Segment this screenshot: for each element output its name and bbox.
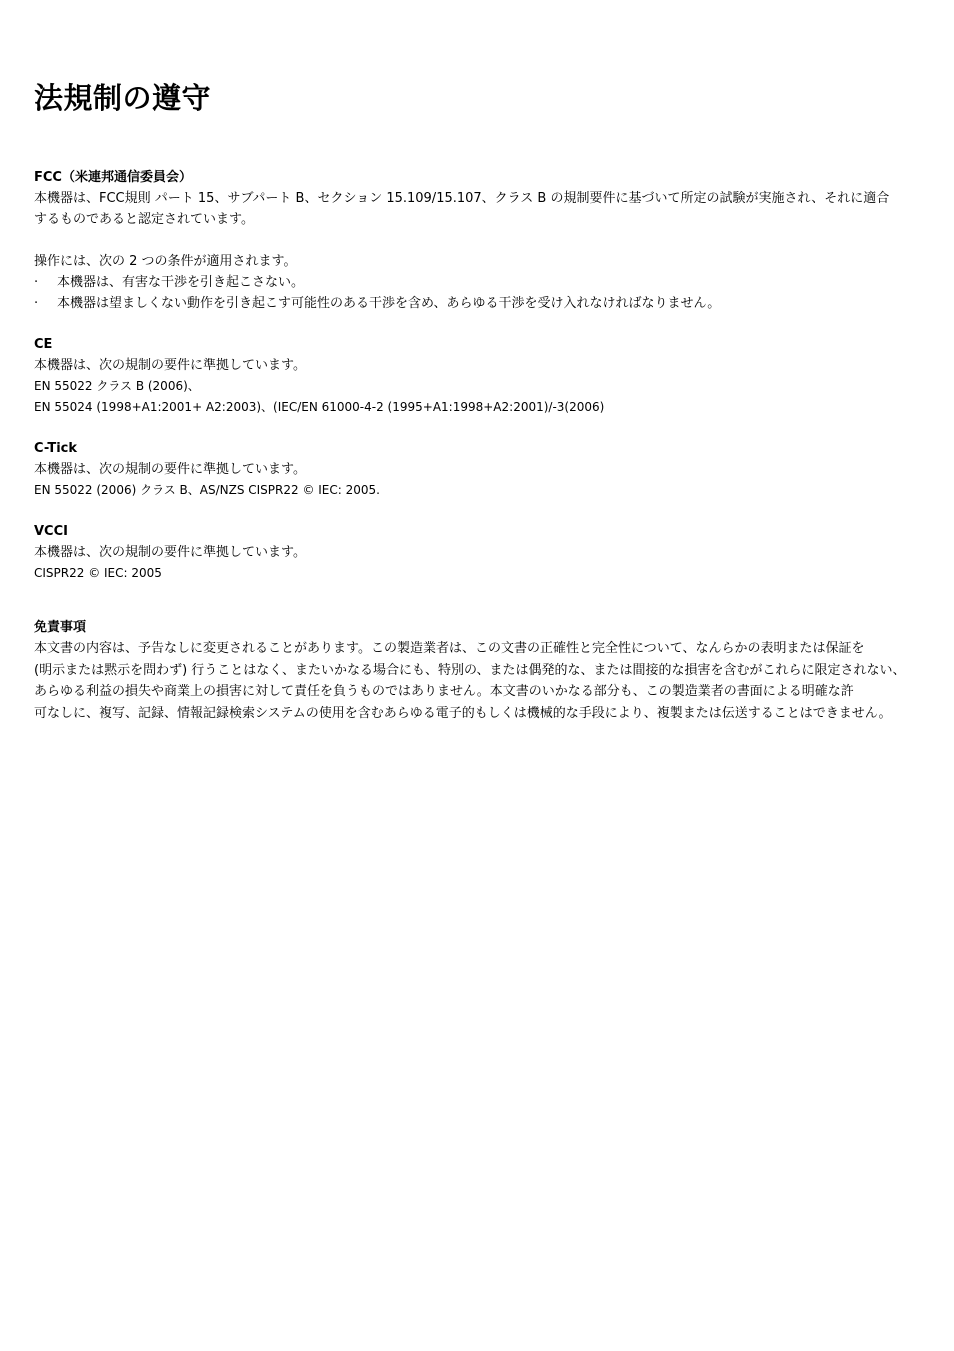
disclaimer-line-4: 可なしに、複写、記録、情報記録検索システムの使用を含むあらゆる電子的もしくは機械的な手段により、複製または伝送することはできません。 <box>34 705 892 721</box>
vcci-heading: VCCI <box>34 524 68 539</box>
ctick-line-2: EN 55022 (2006) クラス B、AS/NZS CISPR22 © IEC: 2005. <box>34 483 380 497</box>
vcci-line-2: CISPR22 © IEC: 2005 <box>34 566 162 580</box>
bullet-dot: · <box>34 275 39 290</box>
ctick-section <box>34 439 944 501</box>
vcci-line-1: 本機器は、次の規制の要件に準拠しています。 <box>34 545 306 560</box>
ce-line-1: 本機器は、次の規制の要件に準拠しています。 <box>34 358 306 373</box>
disclaimer-section <box>34 618 944 724</box>
fcc-section <box>34 168 944 314</box>
fcc-bullet-2 <box>34 293 944 314</box>
ce-line-3: EN 55024 (1998+A1:2001+ A2:2003)、(IEC/EN 61000-4-2 (1995+A1:1998+A2:2001)/-3(2006) <box>34 400 605 414</box>
fcc-bullet-2-text: 本機器は望ましくない動作を引き起こす可能性のある干渉を含め、あらゆる干渉を受け入れなければなりません。 <box>57 296 721 311</box>
bullet-dot: · <box>34 296 39 311</box>
page-title: 法規制の遵守 <box>34 81 212 115</box>
ctick-line-1: 本機器は、次の規制の要件に準拠しています。 <box>34 462 306 477</box>
disclaimer-heading: 免責事項 <box>34 620 87 635</box>
disclaimer-line-1: 本文書の内容は、予告なしに変更されることがあります。この製造業者は、この文書の正確性と完全性について、なんらかの表明または保証を <box>34 641 865 656</box>
disclaimer-line-2: (明示または黙示を問わず) 行うことはなく、またいかなる場合にも、特別の、または偶発的な、または間接的な損害を含むがこれらに限定されない、 <box>34 662 906 678</box>
fcc-conditions-intro: 操作には、次の 2 つの条件が適用されます。 <box>34 254 297 269</box>
fcc-bullet-1 <box>34 272 944 293</box>
ce-section <box>34 335 944 418</box>
document-page <box>34 78 944 724</box>
disclaimer-line-3: あらゆる利益の損失や商業上の損害に対して責任を負うものではありません。本文書のいかなる部分も、この製造業者の書面による明確な許 <box>34 684 854 699</box>
ce-heading: CE <box>34 337 53 352</box>
fcc-bullet-1-text: 本機器は、有害な干渉を引き起こさない。 <box>57 275 305 290</box>
fcc-heading: FCC（米連邦通信委員会） <box>34 170 192 185</box>
fcc-line-1: 本機器は、FCC規則 パート 15、サブパート B、セクション 15.109/15.107、クラス B の規制要件に基づいて所定の試験が実施され、それに適合 <box>34 191 890 206</box>
vcci-section <box>34 522 944 584</box>
ctick-heading: C-Tick <box>34 441 77 456</box>
fcc-line-2: するものであると認定されています。 <box>34 212 254 227</box>
ce-line-2: EN 55022 クラス B (2006)、 <box>34 379 200 393</box>
